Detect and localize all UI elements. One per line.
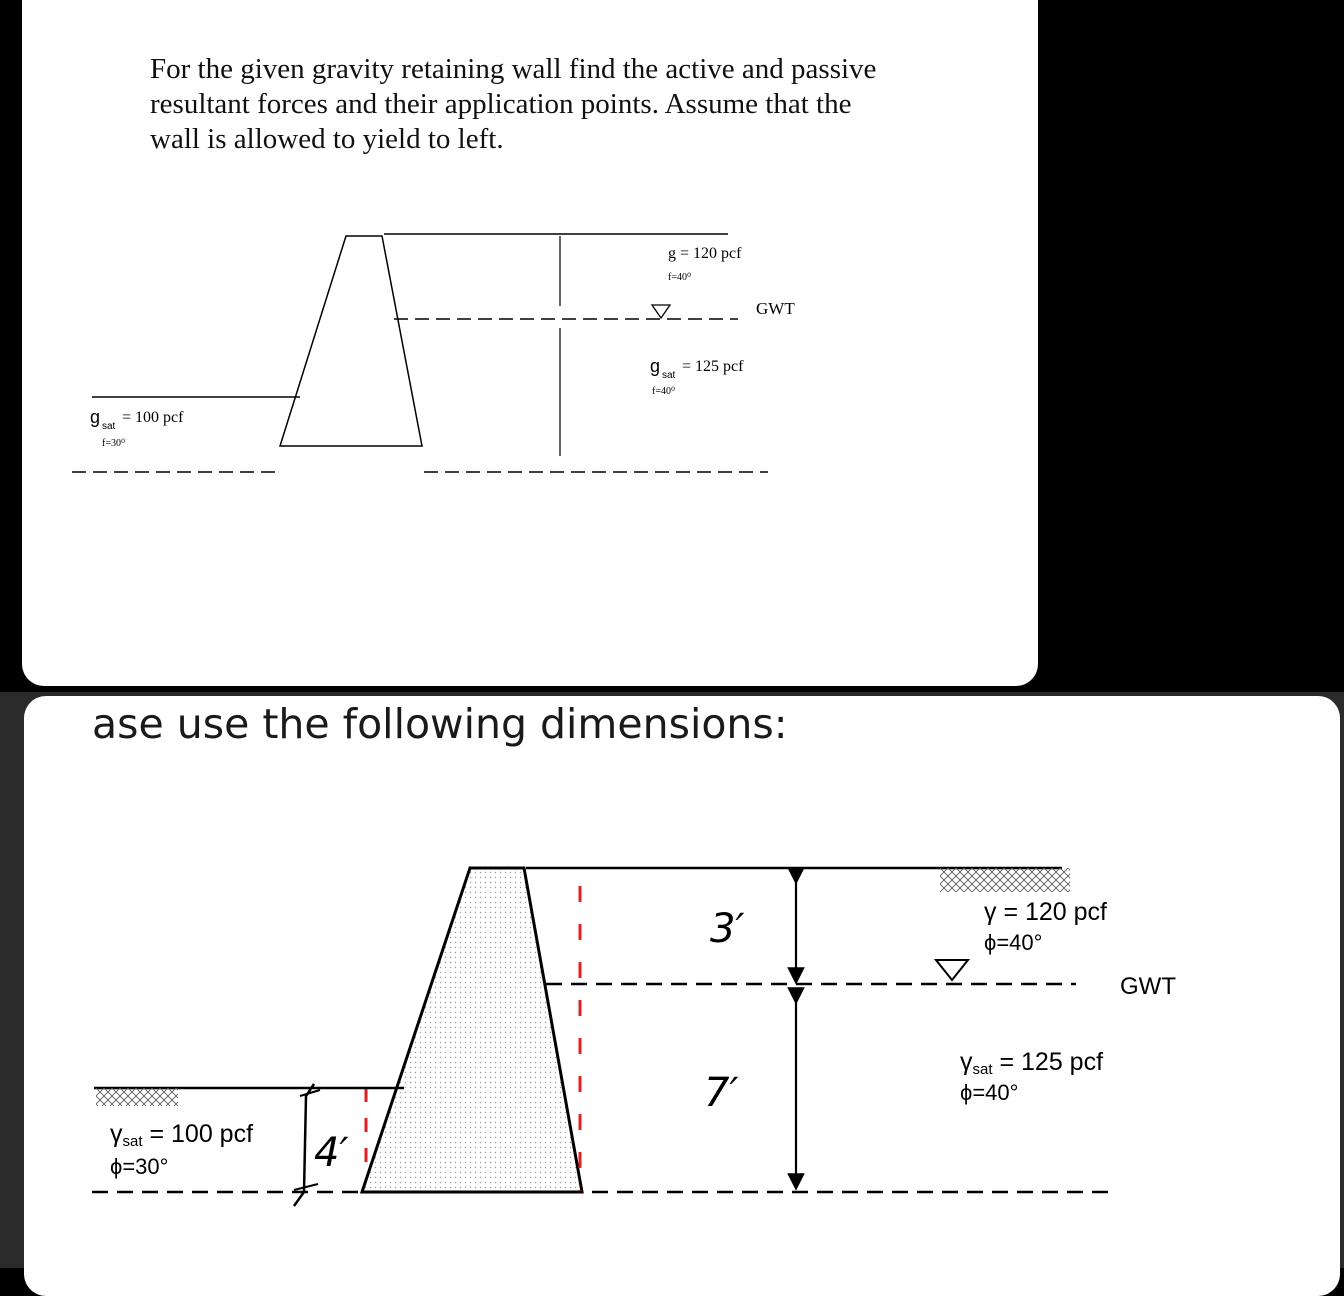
dim-bracket-tick-bottom bbox=[294, 1184, 318, 1190]
dim-label-lower: 7′ bbox=[704, 1070, 739, 1116]
backfill-hatch bbox=[940, 868, 1070, 892]
upper-soil-phi: ϕ=40° bbox=[984, 930, 1043, 955]
lower-soil-gamma-value: = 125 pcf bbox=[992, 1048, 1104, 1076]
left-soil-gamma-value: = 100 pcf bbox=[122, 409, 184, 426]
left-soil-gamma-symbol: γ bbox=[110, 1120, 123, 1148]
lower-soil-gamma-subscript: sat bbox=[972, 1061, 993, 1078]
dim-label-left: 4′ bbox=[314, 1130, 349, 1176]
left-soil-gamma-value: = 100 pcf bbox=[142, 1120, 254, 1148]
gwt-label: GWT bbox=[1120, 973, 1176, 1000]
problem-card bbox=[22, 0, 1038, 686]
gwt-label: GWT bbox=[756, 299, 795, 318]
left-soil-gamma-subscript: sat bbox=[122, 1133, 143, 1150]
upper-soil-gamma: g = 120 pcf bbox=[668, 245, 742, 262]
lower-soil-gamma-value: = 125 pcf bbox=[682, 358, 744, 375]
left-soil-gamma-symbol: g bbox=[90, 407, 101, 427]
left-soil-phi: ϕ=30° bbox=[110, 1154, 169, 1179]
dimensions-heading: ase use the following dimensions: bbox=[92, 700, 788, 748]
left-soil-gamma bbox=[110, 1120, 253, 1150]
problem-line-1: For the given gravity retaining wall find the active and passive bbox=[150, 53, 877, 85]
front-ground-hatch bbox=[96, 1088, 178, 1106]
bottom-wall-diagram bbox=[24, 696, 1340, 1296]
problem-line-2: resultant forces and their application points. Assume that the bbox=[150, 88, 852, 120]
dim-label-upper: 3′ bbox=[710, 906, 745, 952]
lower-soil-phi: ϕ=40° bbox=[960, 1080, 1019, 1105]
left-soil-phi: f=30⁰ bbox=[102, 438, 125, 449]
lower-soil-gamma-symbol: γ bbox=[960, 1048, 973, 1076]
lower-soil-phi: f=40⁰ bbox=[652, 386, 675, 397]
retaining-wall bbox=[362, 868, 582, 1192]
lower-soil-gamma-symbol: g bbox=[650, 356, 661, 376]
retaining-wall bbox=[280, 236, 422, 446]
lower-soil-gamma-subscript: sat bbox=[662, 370, 676, 381]
upper-soil-phi: f=40⁰ bbox=[668, 272, 691, 283]
water-table-icon bbox=[652, 305, 670, 318]
water-table-icon bbox=[936, 960, 968, 980]
upper-soil-gamma: γ = 120 pcf bbox=[984, 898, 1107, 926]
dimensions-card bbox=[24, 696, 1340, 1296]
top-wall-diagram bbox=[22, 0, 1038, 686]
lower-soil-gamma bbox=[960, 1048, 1103, 1078]
left-soil-gamma-subscript: sat bbox=[102, 421, 116, 432]
problem-line-3: wall is allowed to yield to left. bbox=[150, 123, 504, 155]
